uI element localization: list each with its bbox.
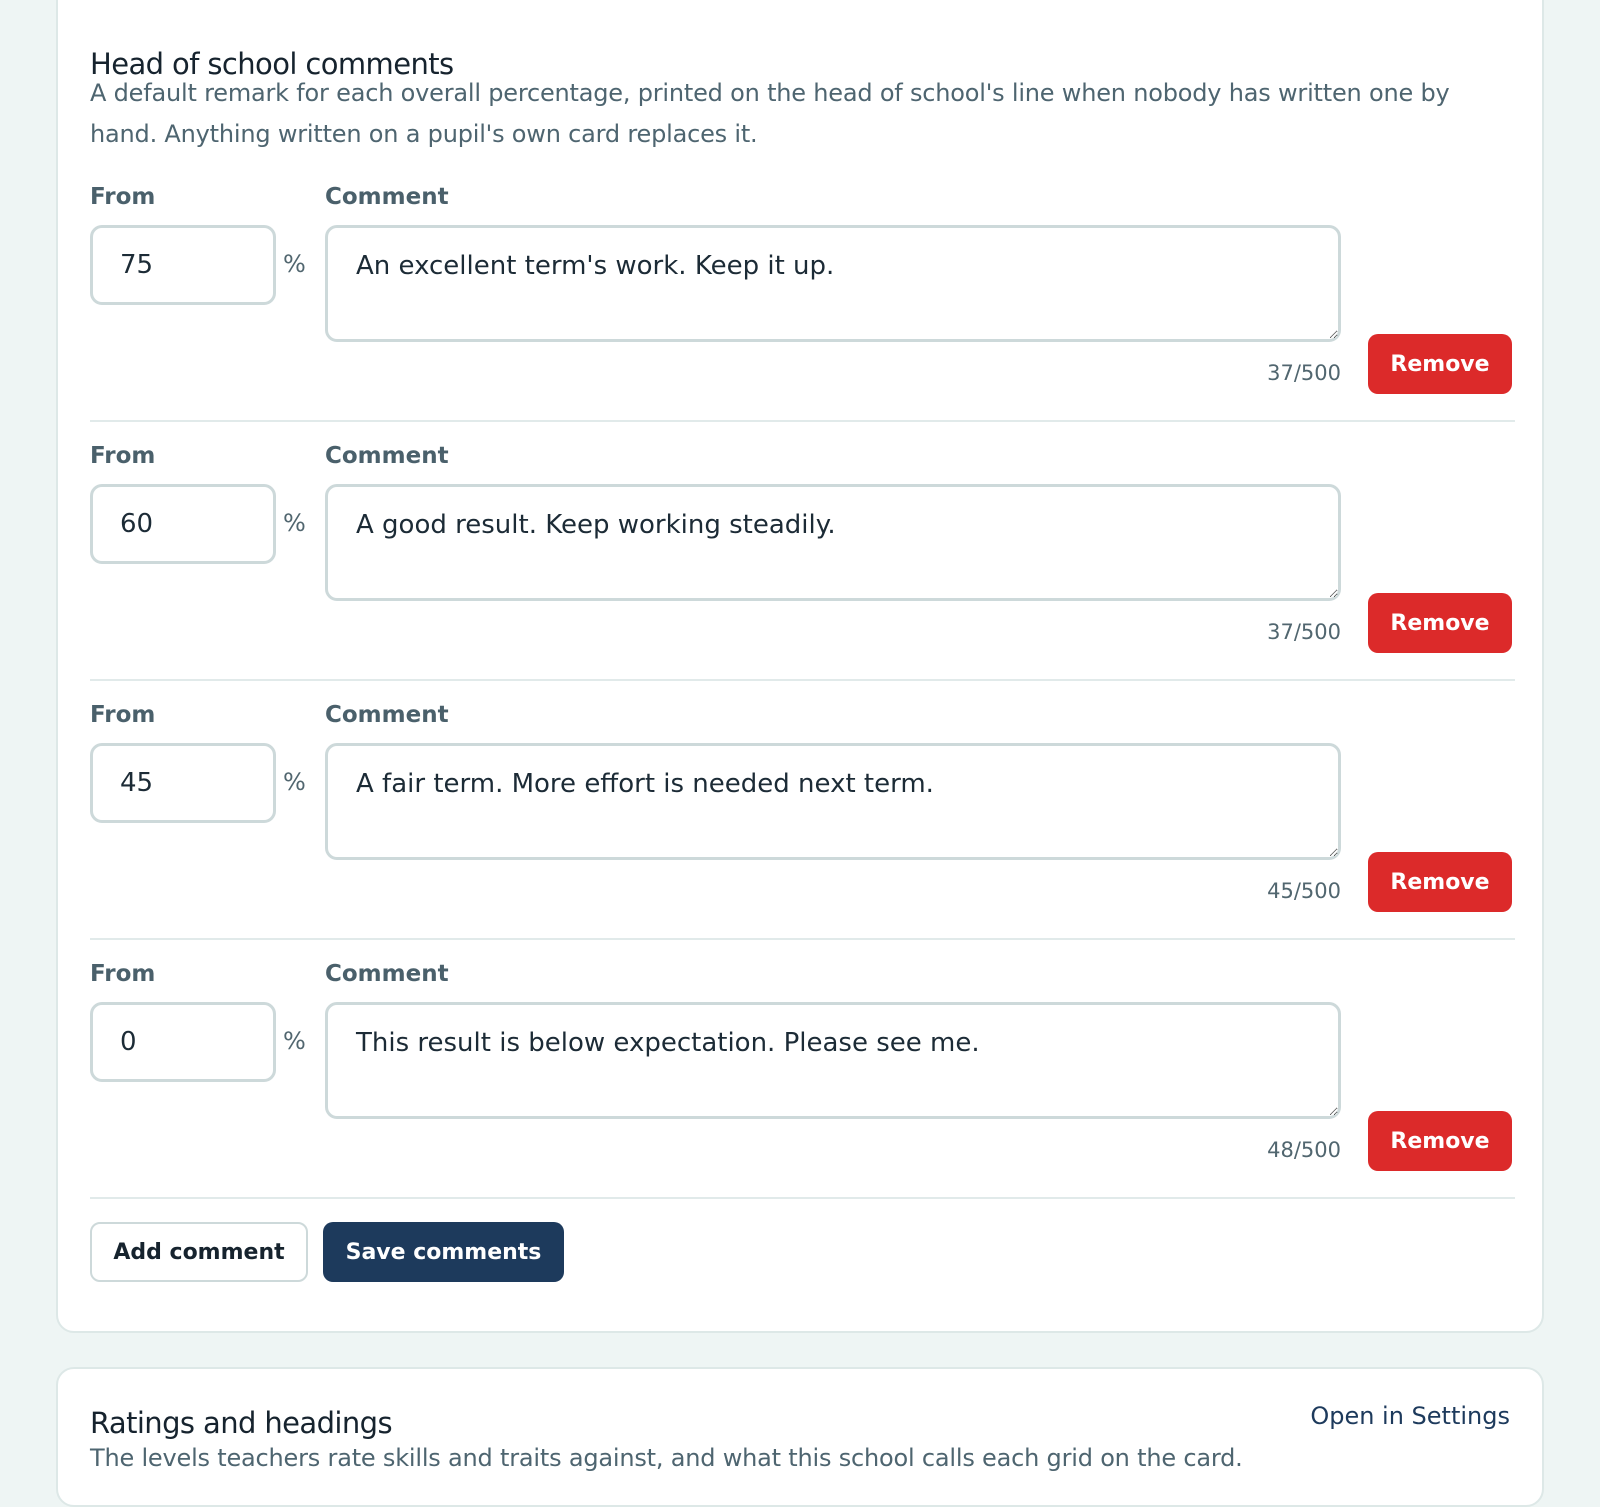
comment-label: Comment (325, 961, 449, 987)
head-of-school-comments-card (56, 0, 1544, 1333)
section-description: A default remark for each overall percentage, printed on the head of school's line when nobody has written one by hand. Anything written on a pupil's own card replaces it. (90, 79, 1450, 148)
from-label: From (90, 184, 156, 210)
from-label: From (90, 443, 156, 469)
character-counter: 37/500 (1267, 361, 1341, 385)
comment-textarea[interactable] (325, 743, 1341, 860)
save-comments-button[interactable]: Save comments (323, 1222, 564, 1282)
comment-textarea[interactable] (325, 225, 1341, 342)
row-divider (90, 420, 1515, 422)
percent-symbol: % (283, 768, 306, 796)
character-counter: 48/500 (1267, 1138, 1341, 1162)
ratings-and-headings-card (56, 1367, 1544, 1507)
percent-symbol: % (283, 1027, 306, 1055)
row-divider (90, 1197, 1515, 1199)
section-title: Ratings and headings (90, 1406, 392, 1440)
comment-label: Comment (325, 443, 449, 469)
row-divider (90, 938, 1515, 940)
percent-symbol: % (283, 250, 306, 278)
section-title: Head of school comments (90, 47, 454, 81)
comment-label: Comment (325, 702, 449, 728)
section-description: The levels teachers rate skills and traits against, and what this school calls each grid on the card. (90, 1444, 1243, 1472)
percent-symbol: % (283, 509, 306, 537)
character-counter: 45/500 (1267, 879, 1341, 903)
remove-button[interactable]: Remove (1368, 334, 1512, 394)
comment-textarea[interactable] (325, 1002, 1341, 1119)
comment-rule-row (90, 961, 1515, 1225)
remove-button[interactable]: Remove (1368, 852, 1512, 912)
from-label: From (90, 702, 156, 728)
add-comment-button[interactable]: Add comment (90, 1222, 308, 1282)
comment-rule-row (90, 184, 1515, 448)
from-percent-input[interactable] (90, 484, 276, 564)
from-label: From (90, 961, 156, 987)
comment-rule-row (90, 702, 1515, 966)
from-percent-input[interactable] (90, 743, 276, 823)
comment-rule-row (90, 443, 1515, 707)
row-divider (90, 679, 1515, 681)
comment-label: Comment (325, 184, 449, 210)
from-percent-input[interactable] (90, 225, 276, 305)
character-counter: 37/500 (1267, 620, 1341, 644)
from-percent-input[interactable] (90, 1002, 276, 1082)
remove-button[interactable]: Remove (1368, 1111, 1512, 1171)
open-in-settings-link[interactable]: Open in Settings (1310, 1402, 1510, 1430)
remove-button[interactable]: Remove (1368, 593, 1512, 653)
comment-textarea[interactable] (325, 484, 1341, 601)
